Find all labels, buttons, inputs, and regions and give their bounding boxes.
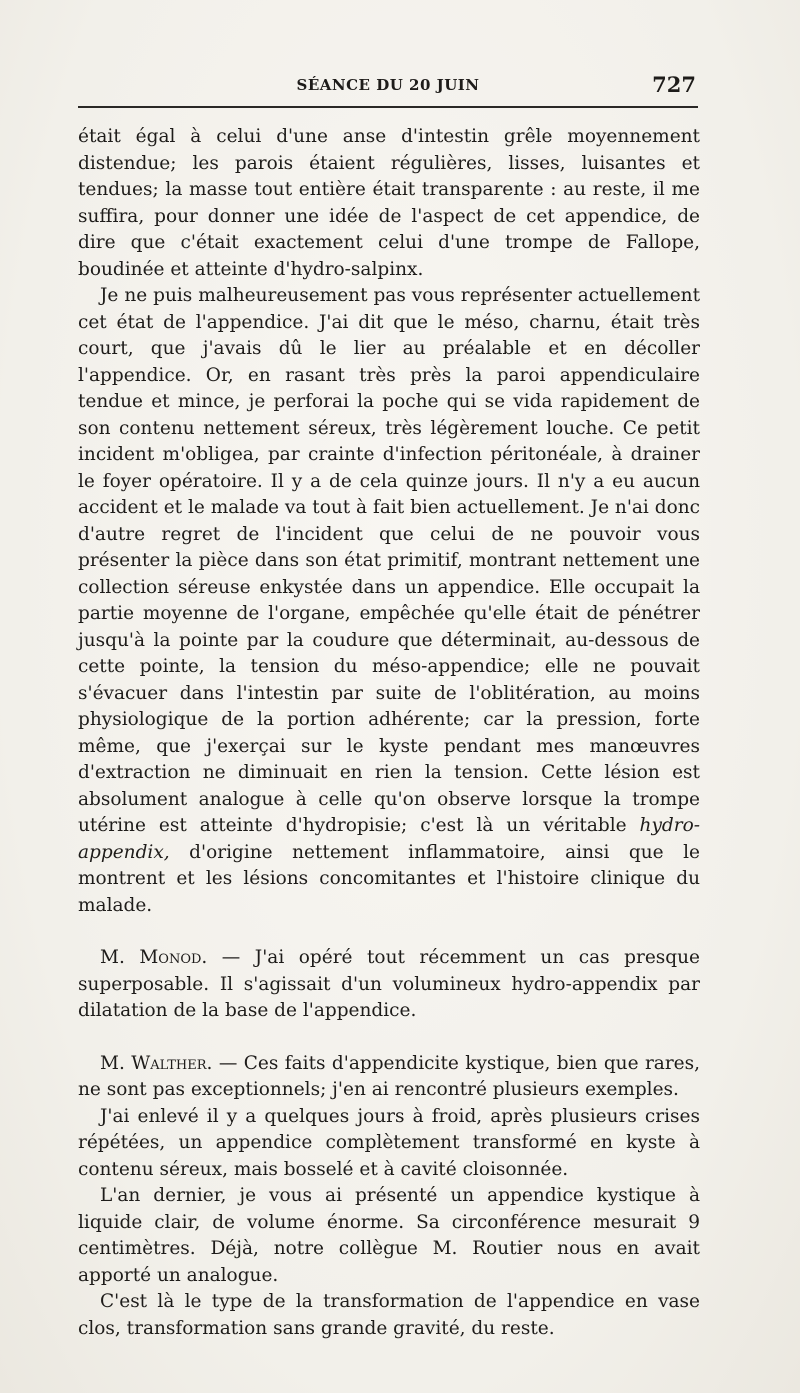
paragraph-text: — J'ai opéré tout récemment un cas presque superposable. Il s'agissait d'un volumineux hydro-appendix par dilatation de la base de l'appendice. (78, 947, 700, 1021)
speaker-name: Monod. (139, 947, 208, 968)
paragraph-removal: J'ai enlevé il y a quelques jours à froid, après plusieurs crises répétées, un appendice complètement transformé en kyste à contenu séreux, mais bosselé et à cavité cloisonnée. (78, 1105, 700, 1180)
page-number: 727 (652, 72, 696, 97)
paragraph-appendix-state (78, 283, 700, 919)
paragraph-continuation: était égal à celui d'une anse d'intestin grêle moyennement distendue; les parois étaient régulières, lisses, luisantes et tendues; la masse tout entière était transparente : au reste, il me suffira, pour donner une idée de l'aspect de cet appendice, de dire que c'était exactement celui d'une trompe de Fallope, boudinée et atteinte d'hydro-salpinx. (78, 126, 700, 280)
paragraph-walther (78, 1051, 700, 1104)
italic-term: hydro-appendix, (78, 815, 700, 863)
running-title: SÉANCE DU 20 JUIN (296, 76, 480, 94)
paragraph-text: d'origine nettement inflammatoire, ainsi que le montrent et les lésions concomitantes et l'histoire clinique du malade. (78, 841, 700, 916)
paragraph-monod (78, 945, 700, 1025)
paragraph-gap (78, 1025, 700, 1051)
paragraph-last-year: L'an dernier, je vous ai présenté un appendice kystique à liquide clair, de volume énorme. Sa circonférence mesurait 9 centimètres. Déjà, notre collègue M. Routier nous en avait apporté un analogue. (78, 1185, 700, 1286)
paragraph-text: Je ne puis malheureusement pas vous représenter actuellement cet état de l'appendice. J'ai dit que le méso, charnu, était très court, que j'avais dû le lier au préalable et en décoller l'appendice. Or, en rasant très près la paroi appendiculaire tendue et mince, je perforai la poche qui se vida rapidement de son contenu nettement séreux, très légèrement louche. Ce petit incident m'obligea, par crainte d'infection péritonéale, à drainer le foyer opératoire. Il y a de cela quinze jours. Il n'y a eu aucun accident et le malade va tout à fait bien actuellement. Je n'ai donc d'autre regret de l'incident que celui de ne pouvoir vous présenter la pièce dans son état primitif, montrant nettement une collection séreuse enkystée dans un appendice. Elle occupait la partie moyenne de l'organe, empêchée qu'elle était de pénétrer jusqu'à la pointe par la coudure que déterminait, au-dessous de cette pointe, la tension du méso-appendice; elle ne pouvait s'évacuer dans l'intestin par suite de l'oblitération, au moins physiologique de la portion adhérente; car la pression, forte même, que j'exerçai sur le kyste pendant mes manœuvres d'extraction ne diminuait en rien la tension. Cette lésion est absolument analogue à celle qu'on observe lorsque la trompe utérine est atteinte d'hydropisie; c'est là un véritable (78, 285, 700, 836)
body-text (78, 124, 700, 1342)
paragraph-conclusion: C'est là le type de la transformation de l'appendice en vase clos, transformation sans grande gravité, du reste. (78, 1291, 700, 1339)
running-head (78, 66, 698, 102)
paragraph-text: — Ces faits d'appendicite kystique, bien que rares, ne sont pas exceptionnels; j'en ai rencontré plusieurs exemples. (78, 1052, 700, 1100)
speaker-prefix: M. (100, 1052, 132, 1074)
header-rule (78, 106, 698, 108)
speaker-prefix: M. (100, 947, 140, 968)
paragraph-gap (78, 919, 700, 945)
speaker-name: Walther. (131, 1052, 213, 1074)
